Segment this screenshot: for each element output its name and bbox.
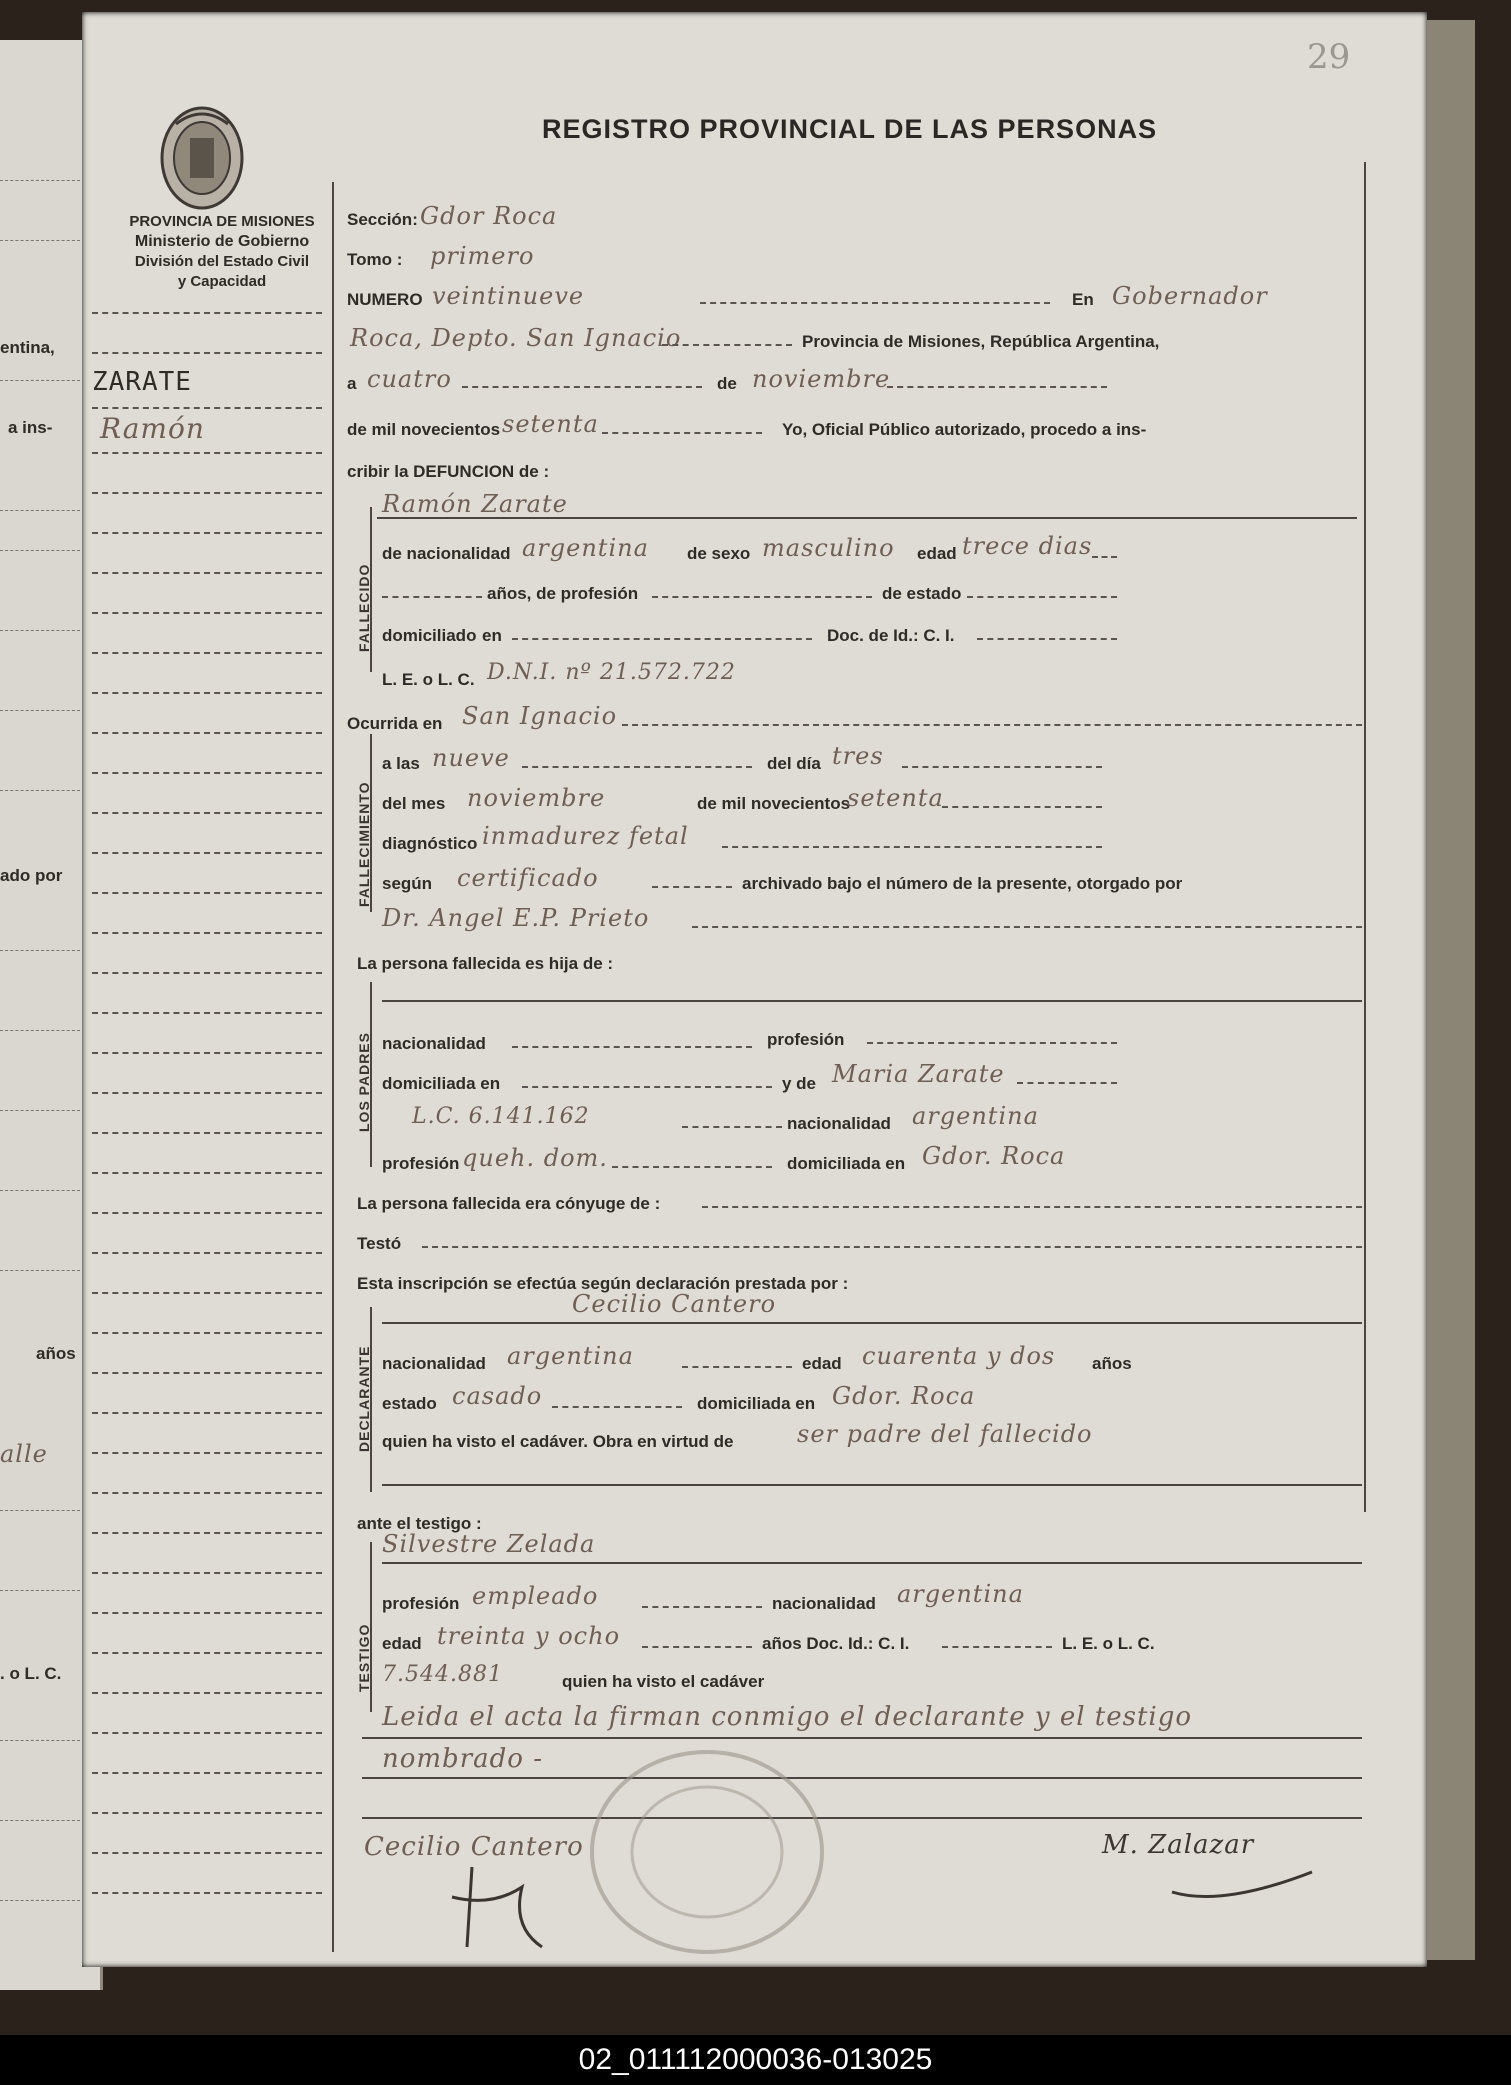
margin-given-name: Ramón	[100, 412, 205, 445]
medico-value: Dr. Angel E.P. Prieto	[382, 904, 650, 932]
archivado-text: archivado bajo el número de la presente, otorgado por	[742, 874, 1183, 893]
division-label: División del Estado Civil	[134, 253, 310, 270]
t-documento-value: 7.544.881	[382, 1662, 503, 1687]
testigo-side-label: TESTIGO	[356, 1623, 372, 1692]
nacionalidad-label: de nacionalidad	[382, 544, 511, 563]
p-nacionalidad-label: nacionalidad	[382, 1034, 486, 1053]
page-title: REGISTRO PROVINCIAL DE LAS PERSONAS	[542, 114, 1158, 144]
domiciliado-label: domiciliado	[382, 626, 477, 645]
register-page	[82, 12, 1427, 1967]
left-page-fragment: a ins-	[8, 418, 53, 437]
en-label: En	[1072, 290, 1094, 309]
del-dia-label: del día	[767, 754, 821, 773]
del-mes-label: del mes	[382, 794, 446, 813]
d-edad-label: edad	[802, 1354, 842, 1373]
left-page-fragment: años	[36, 1344, 76, 1363]
official-signature-flourish-icon	[1162, 1852, 1322, 1912]
t-nacionalidad-label: nacionalidad	[772, 1594, 876, 1613]
t-profesion-value: empleado	[472, 1582, 599, 1610]
hora-value: nueve	[432, 744, 510, 772]
anio-fall-value: setenta	[847, 784, 944, 812]
left-page-fragment: . o L. C.	[0, 1664, 62, 1683]
madre-value: Maria Zarate	[832, 1060, 1005, 1088]
conyuge-label: La persona fallecida era cónyuge de :	[357, 1194, 661, 1213]
estado-label: de estado	[882, 584, 962, 603]
ocurrida-value: San Ignacio	[462, 702, 618, 730]
p-profesion-label: profesión	[767, 1030, 845, 1049]
declarante-side-label: DECLARANTE	[356, 1345, 372, 1452]
hija-label: La persona fallecida es hija de :	[357, 954, 614, 973]
cierre-line1: Leida el acta la firman conmigo el declarante y el testigo	[382, 1702, 1193, 1732]
t-nacionalidad-value: argentina	[897, 1580, 1024, 1608]
provincia-text: Provincia de Misiones, República Argentina,	[802, 332, 1160, 351]
mes-fall-value: noviembre	[467, 784, 606, 812]
t-cadaver-text: quien ha visto el cadáver	[562, 1672, 765, 1691]
madre-doc-value: L.C. 6.141.162	[412, 1104, 590, 1129]
testo-label: Testó	[357, 1234, 402, 1253]
le-label: L. E. o L. C.	[382, 670, 475, 689]
t-anos-label: años Doc. Id.: C. I.	[762, 1634, 910, 1653]
fallecido-side-label: FALLECIDO	[356, 563, 372, 652]
cadaver-text: quien ha visto el cadáver. Obra en virtud de	[382, 1432, 734, 1451]
anos-profesion-label: años, de profesión	[487, 584, 639, 603]
t-le-label: L. E. o L. C.	[1062, 1634, 1155, 1653]
official-stamp-icon	[582, 1742, 832, 1962]
y-de-label: y de	[782, 1074, 817, 1093]
a-las-label: a las	[382, 754, 420, 773]
left-page-fragment: entina,	[0, 338, 55, 357]
margin-surname: ZARATE	[92, 367, 192, 397]
fallecido-nombre: Ramón Zarate	[382, 490, 568, 518]
anio-value: setenta	[502, 410, 599, 438]
testigo-label: ante el testigo :	[357, 1514, 482, 1533]
madre-nacionalidad-value: argentina	[912, 1102, 1039, 1130]
diagnostico-label: diagnóstico	[382, 834, 478, 853]
province-label: PROVINCIA DE MISIONES	[129, 213, 315, 230]
cierre-line2: nombrado -	[382, 1744, 543, 1774]
book-edge	[1420, 20, 1475, 1960]
margin-rule	[332, 182, 334, 1952]
d-nacionalidad-label: nacionalidad	[382, 1354, 486, 1373]
tomo-label: Tomo :	[347, 250, 403, 269]
t-edad-label: edad	[382, 1634, 422, 1653]
d-estado-label: estado	[382, 1394, 437, 1413]
madre-profesion-value: queh. dom.	[462, 1144, 608, 1172]
oficial-text: Yo, Oficial Público autorizado, procedo a ins-	[782, 420, 1147, 439]
fallecimiento-side-label: FALLECIMIENTO	[356, 781, 372, 907]
left-page-fragment: alle	[0, 1440, 48, 1468]
d-domiciliada-label: domiciliada en	[697, 1394, 816, 1413]
sexo-label: de sexo	[687, 544, 751, 563]
p-domiciliada-label: domiciliada en	[382, 1074, 501, 1093]
edad-value: trece dias	[962, 532, 1093, 560]
numero-label: NUMERO	[347, 290, 423, 309]
t-profesion-label: profesión	[382, 1594, 460, 1613]
m-profesion-label: profesión	[382, 1154, 460, 1173]
t-edad-value: treinta y ocho	[437, 1622, 621, 1650]
testigo-signature-icon	[432, 1847, 572, 1967]
declaracion-label: Esta inscripción se efectúa según declaración prestada por :	[357, 1274, 849, 1293]
seccion-label: Sección:	[347, 210, 418, 229]
en-value: Gobernador	[1112, 282, 1268, 310]
documento-value: D.N.I. nº 21.572.722	[487, 660, 736, 685]
en2-label: en	[482, 626, 502, 645]
d-anos-label: años	[1092, 1354, 1132, 1373]
de-label: de	[717, 374, 737, 393]
dia-fall-value: tres	[832, 742, 884, 770]
edad-label: edad	[917, 544, 957, 563]
de-mil-label: de mil novecientos	[347, 420, 501, 439]
segun-value: certificado	[457, 864, 599, 892]
d-nacionalidad-value: argentina	[507, 1342, 634, 1370]
obra-value: ser padre del fallecido	[797, 1420, 1093, 1448]
a-label: a	[347, 374, 357, 393]
lugar-value: Roca, Depto. San Ignacio	[350, 324, 682, 352]
filename-bar: 02_011112000036-013025	[0, 2035, 1511, 2085]
d-edad-value: cuarenta y dos	[862, 1342, 1056, 1370]
madre-domicilio-value: Gdor. Roca	[922, 1142, 1066, 1170]
ministry-label: Ministerio de Gobierno	[134, 233, 310, 250]
d-domicilio-value: Gdor. Roca	[832, 1382, 976, 1410]
d-estado-value: casado	[452, 1382, 543, 1410]
left-page-fragment: ado por	[0, 866, 63, 885]
testigo-nombre: Silvestre Zelada	[382, 1530, 596, 1558]
division-label-2: y Capacidad	[177, 273, 267, 290]
diagnostico-value: inmadurez fetal	[482, 822, 689, 850]
m-domiciliada-label: domiciliada en	[787, 1154, 906, 1173]
inscribir-text: cribir la DEFUNCION de :	[347, 462, 550, 481]
nacionalidad-value: argentina	[522, 534, 649, 562]
de-mil2-label: de mil novecientos	[697, 794, 851, 813]
ocurrida-label: Ocurrida en	[347, 714, 443, 733]
mes-value: noviembre	[752, 365, 891, 393]
declarante-nombre: Cecilio Cantero	[572, 1290, 777, 1318]
numero-value: veintinueve	[432, 282, 585, 310]
coat-of-arms-icon	[158, 104, 246, 212]
m-nacionalidad-label: nacionalidad	[787, 1114, 891, 1133]
firma-declarante: Cecilio Cantero	[364, 1832, 584, 1862]
dia-value: cuatro	[367, 365, 452, 393]
tomo-value: primero	[430, 242, 535, 270]
sexo-value: masculino	[762, 534, 895, 562]
seccion-value: Gdor Roca	[420, 202, 558, 230]
page-number: 29	[1307, 37, 1351, 77]
segun-label: según	[382, 874, 433, 893]
firma-oficial: M. Zalazar	[1102, 1830, 1255, 1860]
doc-label: Doc. de Id.: C. I.	[827, 626, 955, 645]
padres-side-label: LOS PADRES	[356, 1032, 372, 1132]
